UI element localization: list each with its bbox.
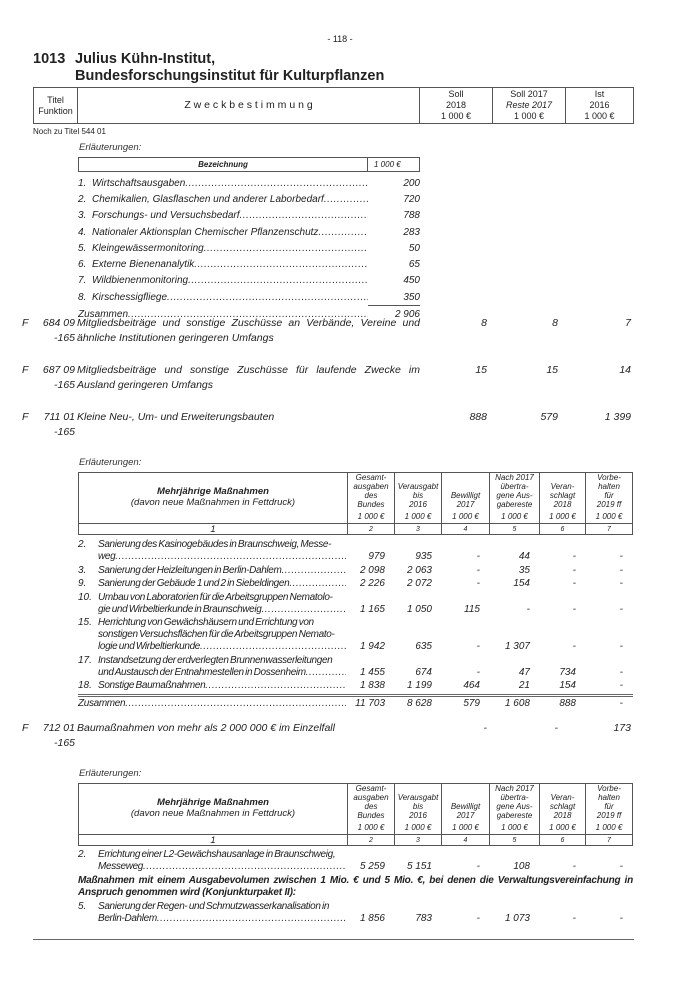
total-value: 579: [463, 697, 480, 709]
header-col: [394, 473, 441, 523]
h-label: Soll 2017: [510, 89, 548, 99]
row-text: [98, 592, 346, 616]
row-text-line: Sanierung des Kasinogebäudes in Braunschweig, Messe-: [98, 539, 332, 550]
header-col-label: Vorbe- halten für 2019 ff: [596, 784, 622, 820]
row-value: -: [619, 680, 623, 691]
row-text-line: [98, 861, 346, 873]
row-description: [78, 698, 346, 710]
table-row: [78, 578, 633, 590]
function-marker: F: [22, 364, 29, 376]
total-value: 1 608: [504, 697, 530, 709]
header-col: [441, 473, 489, 523]
chapter-line2: Bundesforschungsinstitut für Kulturpflanzen: [75, 68, 385, 84]
header-col-unit: 1 000 €: [404, 823, 432, 832]
title-value: 14: [619, 364, 631, 376]
h-label: 2016: [589, 100, 610, 110]
list-item: [78, 289, 420, 305]
total-value: 11 703: [355, 697, 385, 709]
row-text-part: Sanierung der Gebäude 1 und 2 in Siebeldingen: [98, 578, 290, 589]
item-number: 1.: [78, 177, 87, 189]
table-row: [78, 617, 633, 653]
row-text: [98, 539, 346, 563]
row-number: 2.: [78, 849, 87, 860]
title-value: 7: [625, 317, 631, 329]
bezeichnung-header: [78, 157, 420, 172]
row-text-part: weg: [98, 551, 116, 562]
header-col-unit: 1 000 €: [501, 823, 528, 832]
row-text-line: Instandsetzung der erdverlegten Brunnenwasserleitungen: [98, 654, 333, 666]
item-value: 788: [403, 210, 420, 222]
column-number: 1: [79, 523, 347, 534]
row-text-line: sonstigen Versuchsflächen für die Arbeitsgruppen Nemato-: [98, 629, 335, 640]
column-number: 3: [394, 834, 441, 845]
chapter-number: 1013: [33, 51, 66, 67]
title-purpose: Baumaßnahmen von mehr als 2 000 000 € im Einzelfall: [77, 722, 335, 734]
column-number: 2: [347, 834, 394, 845]
row-text-part: logie und Wirbeltierkunde: [98, 641, 201, 652]
row-value: 2 072: [406, 578, 432, 589]
header-col-label: Vorbe- halten für 2019 ff: [596, 473, 622, 509]
row-value: -: [619, 641, 623, 652]
title-purpose: Mitgliedsbeiträge und sonstige Zuschüsse für laufende Zwecke im Ausland geringeren Umfangs: [77, 364, 420, 391]
row-description: [78, 565, 346, 577]
row-value: -: [476, 666, 480, 678]
bold-section-heading: Maßnahmen mit einem Ausgabevolumen zwischen 1 Mio. € und 5 Mio. €, bei denen die Verwaltungsvereinfachung in Anspruch genommen wird (Konjunkturpaket II):: [78, 874, 633, 898]
row-value: 1 307: [504, 641, 530, 652]
row-value: 115: [464, 603, 480, 615]
list-item: [78, 240, 420, 256]
row-text-part: Sanierung der Heizleitungen in Berlin-Dahlem: [98, 564, 282, 576]
item-number: 7.: [78, 275, 87, 287]
row-value: -: [619, 564, 623, 576]
budget-title-entry: [22, 363, 634, 395]
item-label-text: Forschungs- und Versuchsbedarf: [92, 210, 240, 222]
row-text-line: Herrichtung von Gewächshäusern und Errichtung von: [98, 617, 314, 628]
item-value: 65: [408, 259, 420, 271]
header-col-unit: 1 000 €: [404, 512, 432, 521]
table-row: [78, 901, 633, 925]
list-item: [78, 175, 420, 191]
header-col: [347, 784, 394, 834]
row-value: -: [619, 551, 623, 562]
title-value: 8: [552, 317, 558, 329]
header-col-label: Veran- schlagt 2018: [549, 482, 576, 509]
header-col: [394, 784, 441, 834]
row-number: 3.: [78, 564, 87, 576]
header-zweck-label: Z w e c k b e s t i m m u n g: [184, 99, 313, 111]
item-value: 283: [403, 226, 420, 238]
header-title: Mehrjährige Maßnahmen: [157, 486, 269, 497]
header-col-label: Gesamt- ausgaben des Bundes: [353, 473, 389, 509]
row-value: -: [476, 564, 480, 576]
h-label: Ist: [594, 89, 605, 99]
page-number: - 118 -: [327, 34, 353, 44]
page-bottom-rule: [33, 939, 634, 940]
budget-title-entry: [22, 410, 634, 442]
header-col-label: Veran- schlagt 2018: [549, 793, 576, 820]
title-value: 173: [613, 722, 631, 734]
function-code: -165: [53, 426, 75, 438]
row-value: -: [619, 578, 623, 589]
column-number: 3: [394, 523, 441, 534]
row-value: 1 455: [359, 666, 385, 678]
row-text: [98, 849, 346, 873]
item-value: 720: [403, 193, 420, 205]
row-number: 18.: [78, 680, 92, 691]
title-value: -: [483, 722, 487, 734]
massnahmen-table-header: [78, 472, 633, 535]
item-number: 5.: [78, 242, 87, 254]
row-value: 2 226: [359, 578, 385, 589]
row-value: 464: [463, 680, 480, 691]
row-description: [78, 849, 346, 873]
row-value: 5 259: [359, 861, 385, 872]
row-value: -: [619, 912, 623, 924]
total-value: 8 628: [406, 697, 432, 709]
row-value: 2 098: [359, 564, 385, 576]
title-value: 15: [475, 364, 487, 376]
row-value: 154: [513, 578, 530, 589]
row-value: 1 856: [359, 912, 385, 924]
total-rule: [78, 694, 633, 697]
header-col: [347, 473, 394, 523]
column-number: 5: [489, 523, 539, 534]
row-value: -: [619, 603, 623, 615]
function-code: -165: [53, 737, 75, 749]
column-number: 4: [441, 834, 489, 845]
list-item: [78, 191, 420, 207]
erlaeuterungen-label: Erläuterungen:: [79, 142, 142, 153]
row-text-line: [98, 551, 346, 563]
header-col-unit: 1 000 €: [549, 512, 576, 521]
row-value: -: [526, 603, 530, 615]
row-value: 1 942: [359, 641, 385, 652]
header-subtitle: (davon neue Maßnahmen in Fettdruck): [130, 808, 296, 819]
massnahmen-rows-711: [78, 539, 633, 711]
item-label: [92, 178, 368, 189]
header-col-unit: 1 000 €: [501, 512, 528, 521]
row-value: -: [572, 861, 576, 872]
row-value: 935: [415, 551, 432, 562]
massnahmen-rows-712: [78, 849, 633, 926]
chapter-line1: Julius Kühn-Institut,: [75, 51, 216, 67]
h-label: 1 000 €: [440, 111, 472, 121]
row-text: [98, 617, 346, 653]
row-value: 734: [559, 666, 576, 678]
row-value: 635: [415, 641, 432, 652]
row-description: [78, 592, 346, 616]
row-value: -: [619, 666, 623, 678]
row-value: -: [476, 578, 480, 589]
item-number: 4.: [78, 226, 87, 238]
row-text-line: [98, 913, 346, 925]
column-number: 6: [539, 523, 585, 534]
item-number: 8.: [78, 291, 87, 303]
table-row: [78, 655, 633, 679]
row-text: [98, 680, 346, 692]
row-number: 5.: [78, 900, 87, 912]
row-value: 1 050: [406, 603, 432, 615]
budget-title-entry: [22, 721, 634, 753]
function-marker: F: [22, 411, 29, 423]
function-marker: F: [22, 317, 29, 329]
header-zweck: [77, 88, 419, 123]
row-text: [98, 655, 346, 679]
header-col: [539, 784, 585, 834]
row-text: [98, 565, 346, 577]
total-row: [78, 698, 633, 710]
header-col-unit: 1 000 €: [595, 512, 623, 521]
erlaeuterungen-label: Erläuterungen:: [79, 457, 142, 468]
item-label: [92, 259, 368, 270]
header-col: [489, 784, 539, 834]
list-item: [78, 256, 420, 272]
row-value: -: [476, 861, 480, 872]
item-value: 50: [408, 242, 420, 254]
row-value: -: [572, 641, 576, 652]
row-text-line: [98, 667, 346, 679]
row-description: [78, 901, 346, 925]
row-value: 979: [368, 551, 385, 562]
row-value: -: [476, 641, 480, 652]
row-text-part: Sonstige Baumaßnahmen: [98, 680, 206, 691]
table-row: [78, 849, 633, 873]
continuation-note: Noch zu Titel 544 01: [33, 127, 106, 136]
row-value: -: [572, 603, 576, 615]
budget-title-entry: [22, 316, 634, 348]
header-col-label: Verausgabt bis 2016: [397, 793, 439, 820]
row-number: 10.: [78, 591, 92, 603]
row-description: [78, 578, 346, 590]
row-text-line: [98, 565, 346, 577]
row-text: [98, 578, 346, 590]
title-number: 712 01: [42, 722, 75, 734]
header-col: [585, 473, 632, 523]
header-titel-funktion: [34, 88, 77, 123]
header-funktion: Funktion: [38, 105, 73, 116]
row-value: 674: [415, 666, 432, 678]
row-text-line: Errichtung einer L2-Gewächshausanlage in Braunschweig,: [98, 849, 336, 860]
h-label: 2018: [445, 100, 467, 110]
header-col-unit: 1 000 €: [357, 512, 385, 521]
row-value: -: [572, 578, 576, 589]
column-number: 1: [79, 834, 347, 845]
item-label-text: Kirschessigfliege: [92, 291, 168, 303]
title-number: 684 09: [42, 317, 75, 329]
total-value: 2 906: [394, 309, 420, 321]
row-value: -: [476, 551, 480, 562]
row-number: 15.: [78, 617, 92, 628]
row-value: -: [572, 912, 576, 924]
row-text-line: [98, 641, 346, 653]
title-number: 711 01: [43, 411, 75, 423]
item-label: [92, 227, 368, 238]
header-massnahmen: [79, 473, 347, 523]
row-description: [78, 539, 346, 563]
title-value: 8: [481, 317, 487, 329]
row-description: [78, 655, 346, 679]
header-col-label: Verausgabt bis 2016: [397, 482, 439, 509]
item-label-text: Nationaler Aktionsplan Chemischer Pflanzenschutz: [92, 226, 319, 238]
row-text-part: gie und Wirbeltierkunde in Braunschweig: [98, 603, 262, 615]
header-col-unit: 1 000 €: [549, 823, 576, 832]
row-number: 9.: [78, 578, 87, 589]
h-label: 1 000 €: [584, 111, 615, 121]
row-text-part: und Austausch der Entnahmestellen in Dossenheim: [98, 666, 306, 678]
h-label: 1 000 €: [513, 111, 545, 121]
item-label: [92, 210, 368, 221]
item-label: [92, 194, 368, 205]
row-number: 17.: [78, 654, 92, 666]
function-code: -165: [53, 379, 75, 391]
item-label: [92, 292, 368, 303]
title-purpose: Kleine Neu-, Um- und Erweiterungsbauten: [77, 411, 275, 423]
bezeichnung-list: [78, 175, 420, 323]
header-col-label: Gesamt- ausgaben des Bundes: [353, 784, 389, 820]
row-value: 1 165: [359, 603, 385, 615]
header-col: [539, 473, 585, 523]
row-text-part: Messeweg: [98, 861, 143, 872]
h-label: Soll: [448, 89, 464, 99]
h-label: Reste 2017: [505, 100, 553, 110]
row-number: 2.: [78, 539, 87, 550]
row-value: 44: [518, 551, 530, 562]
title-value: 15: [546, 364, 558, 376]
total-label-text: Zusammen: [78, 697, 126, 709]
header-col-label: Bewilligt 2017: [450, 491, 481, 509]
header-soll-2018: [419, 88, 492, 123]
header-col: [441, 784, 489, 834]
chapter-title: [33, 51, 384, 85]
item-label: [92, 275, 368, 286]
erlaeuterungen-label: Erläuterungen:: [79, 768, 142, 779]
row-value: 1 199: [406, 680, 432, 691]
header-col: [585, 784, 632, 834]
header-massnahmen: [79, 784, 347, 834]
header-soll-2017: [492, 88, 565, 123]
item-value: 450: [403, 275, 420, 287]
list-item: [78, 208, 420, 224]
row-description: [78, 680, 346, 692]
item-value: 200: [403, 177, 420, 189]
row-value: 1 073: [504, 912, 530, 924]
header-col-unit: 1 000 €: [452, 823, 479, 832]
title-number: 687 09: [42, 364, 75, 376]
row-value: 35: [518, 564, 530, 576]
bezeichnung-head: Bezeichnung: [79, 158, 368, 171]
row-value: 108: [513, 861, 530, 872]
row-text-line: [98, 680, 346, 692]
header-col: [489, 473, 539, 523]
header-col-label: Nach 2017 übertra- gene Aus- gabereste: [495, 784, 534, 820]
item-label: [92, 243, 368, 254]
row-value: -: [572, 551, 576, 562]
header-ist-2016: [565, 88, 633, 123]
column-header-table: [33, 87, 634, 124]
header-col-label: Nach 2017 übertra- gene Aus- gabereste: [495, 473, 534, 509]
item-value: 350: [403, 291, 420, 303]
row-value: 5 151: [406, 861, 432, 872]
row-text-line: Umbau von Laboratorien für die Arbeitsgruppen Nematolo-: [98, 591, 333, 603]
row-value: -: [572, 564, 576, 576]
header-col-label: Bewilligt 2017: [450, 802, 481, 820]
list-item: [78, 224, 420, 240]
row-value: 47: [518, 666, 530, 678]
row-value: 1 838: [359, 680, 385, 691]
table-row: [78, 539, 633, 563]
massnahmen-table-header: [78, 783, 633, 846]
function-marker: F: [22, 722, 29, 734]
total-value: -: [619, 697, 623, 709]
header-col-unit: 1 000 €: [595, 823, 623, 832]
column-number: 7: [585, 523, 632, 534]
function-code: -165: [53, 332, 75, 344]
header-subtitle: (davon neue Maßnahmen in Fettdruck): [130, 497, 296, 508]
total-label: [78, 698, 346, 710]
item-label-text: Externe Bienenanalytik: [92, 259, 195, 271]
title-purpose: Mitgliedsbeiträge und sonstige Zuschüsse an Verbände, Vereine und ähnliche Institutionen geringeren Umfangs: [77, 317, 420, 344]
row-value: -: [476, 912, 480, 924]
row-text-part: Berlin-Dahlem: [98, 912, 157, 924]
item-number: 2.: [78, 193, 87, 205]
row-text-line: [98, 578, 346, 590]
column-number: 7: [585, 834, 632, 845]
bezeichnung-unit: 1 000 €: [374, 160, 401, 169]
row-value: 2 063: [406, 564, 432, 576]
row-text: [98, 901, 346, 925]
header-col-unit: 1 000 €: [452, 512, 479, 521]
header-titel: Titel: [47, 94, 64, 105]
column-number: 6: [539, 834, 585, 845]
row-value: -: [619, 861, 623, 872]
title-value: 579: [540, 411, 558, 423]
item-label-text: Wirtschaftsausgaben: [92, 177, 186, 189]
total-label-text: Zusammen: [78, 309, 129, 321]
row-description: [78, 617, 346, 653]
title-value: 1 399: [604, 411, 631, 423]
item-label-text: Kleingewässermonitoring: [92, 242, 204, 254]
table-row: [78, 680, 633, 692]
header-col-unit: 1 000 €: [357, 823, 385, 832]
item-number: 6.: [78, 259, 87, 271]
row-text-line: Sanierung der Regen- und Schmutzwasserkanalisation in: [98, 900, 330, 912]
row-value: 783: [415, 912, 432, 924]
list-item: [78, 273, 420, 289]
row-text-line: [98, 604, 346, 616]
column-number: 5: [489, 834, 539, 845]
total-value: 888: [559, 697, 576, 709]
item-number: 3.: [78, 210, 87, 222]
title-value: -: [554, 722, 558, 734]
row-value: 21: [518, 680, 530, 691]
table-row: [78, 565, 633, 577]
item-label-text: Chemikalien, Glasflaschen und anderer Laborbedarf: [92, 193, 324, 205]
header-title: Mehrjährige Maßnahmen: [157, 797, 269, 808]
title-value: 888: [469, 411, 487, 423]
item-label-text: Wildbienenmonitoring: [92, 275, 189, 287]
column-number: 2: [347, 523, 394, 534]
column-number: 4: [441, 523, 489, 534]
row-value: 154: [559, 680, 576, 691]
table-row: [78, 592, 633, 616]
